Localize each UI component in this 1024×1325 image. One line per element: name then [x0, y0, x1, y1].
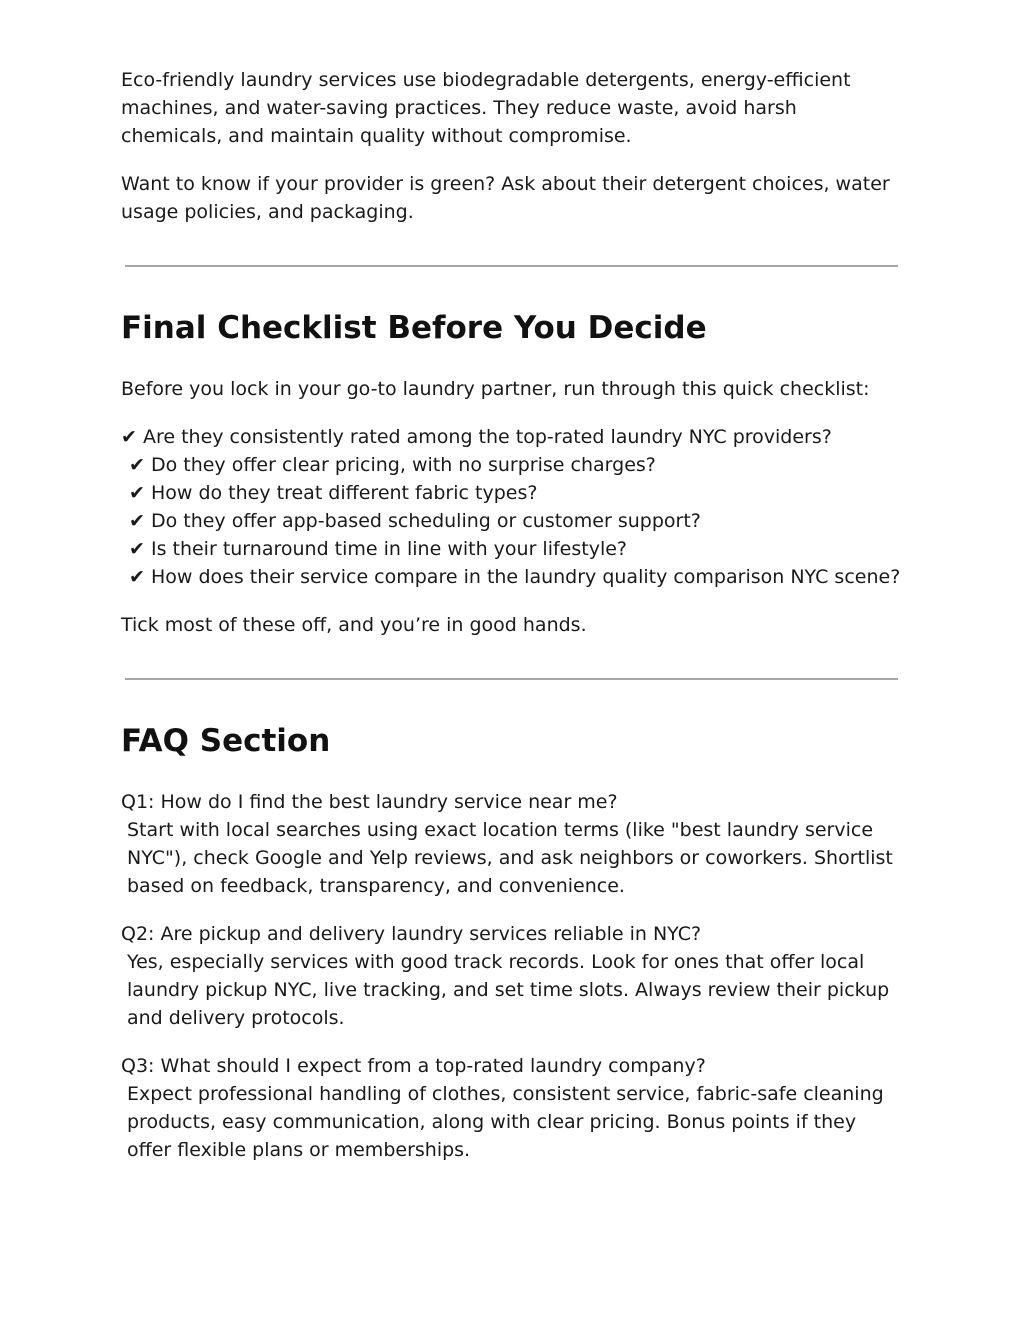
faq-answer: Yes, especially services with good track records. Look for ones that offer local laundry pickup NYC, live tracking, and set time slots. Always review their pickup and delivery protocols. [127, 951, 890, 1029]
checklist-item: ✔ How do they treat different fabric types? [129, 482, 538, 504]
faq-answer: Start with local searches using exact location terms (like "best laundry service NYC"), check Google and Yelp reviews, and ask neighbors or coworkers. Shortlist based on feedback, transparency, and convenience. [127, 819, 893, 897]
section-divider-1 [125, 265, 898, 267]
faq-item [121, 1052, 901, 1164]
faq-heading: FAQ Section [121, 723, 331, 759]
faq-question: Q2: Are pickup and delivery laundry services reliable in NYC? [121, 923, 702, 945]
checklist-item: ✔ Do they offer clear pricing, with no surprise charges? [129, 454, 656, 476]
intro-paragraph-2: Want to know if your provider is green? Ask about their detergent choices, water usage policies, and packaging. [121, 173, 890, 223]
checklist [121, 423, 901, 591]
section-divider-2 [125, 678, 898, 680]
checklist-lead: Before you lock in your go-to laundry partner, run through this quick checklist: [121, 378, 870, 400]
checklist-heading: Final Checklist Before You Decide [121, 310, 707, 346]
faq-answer: Expect professional handling of clothes, consistent service, fabric-safe cleaning products, easy communication, along with clear pricing. Bonus points if they offer flexible plans or memberships. [127, 1083, 884, 1161]
document-page [121, 66, 901, 1164]
faq-question: Q3: What should I expect from a top-rated laundry company? [121, 1055, 706, 1077]
intro-paragraph-1: Eco-friendly laundry services use biodegradable detergents, energy-efficient machines, and water-saving practices. They reduce waste, avoid harsh chemicals, and maintain quality without compromise. [121, 69, 851, 147]
checklist-item: ✔ How does their service compare in the laundry quality comparison NYC scene? [129, 566, 901, 588]
checklist-item: ✔ Do they offer app-based scheduling or customer support? [129, 510, 701, 532]
checklist-closing: Tick most of these off, and you’re in good hands. [121, 614, 587, 636]
checklist-item: ✔ Are they consistently rated among the top-rated laundry NYC providers? [121, 426, 832, 448]
faq-question: Q1: How do I find the best laundry service near me? [121, 791, 618, 813]
checklist-item: ✔ Is their turnaround time in line with your lifestyle? [129, 538, 628, 560]
faq-item [121, 920, 901, 1032]
faq-item [121, 788, 901, 900]
